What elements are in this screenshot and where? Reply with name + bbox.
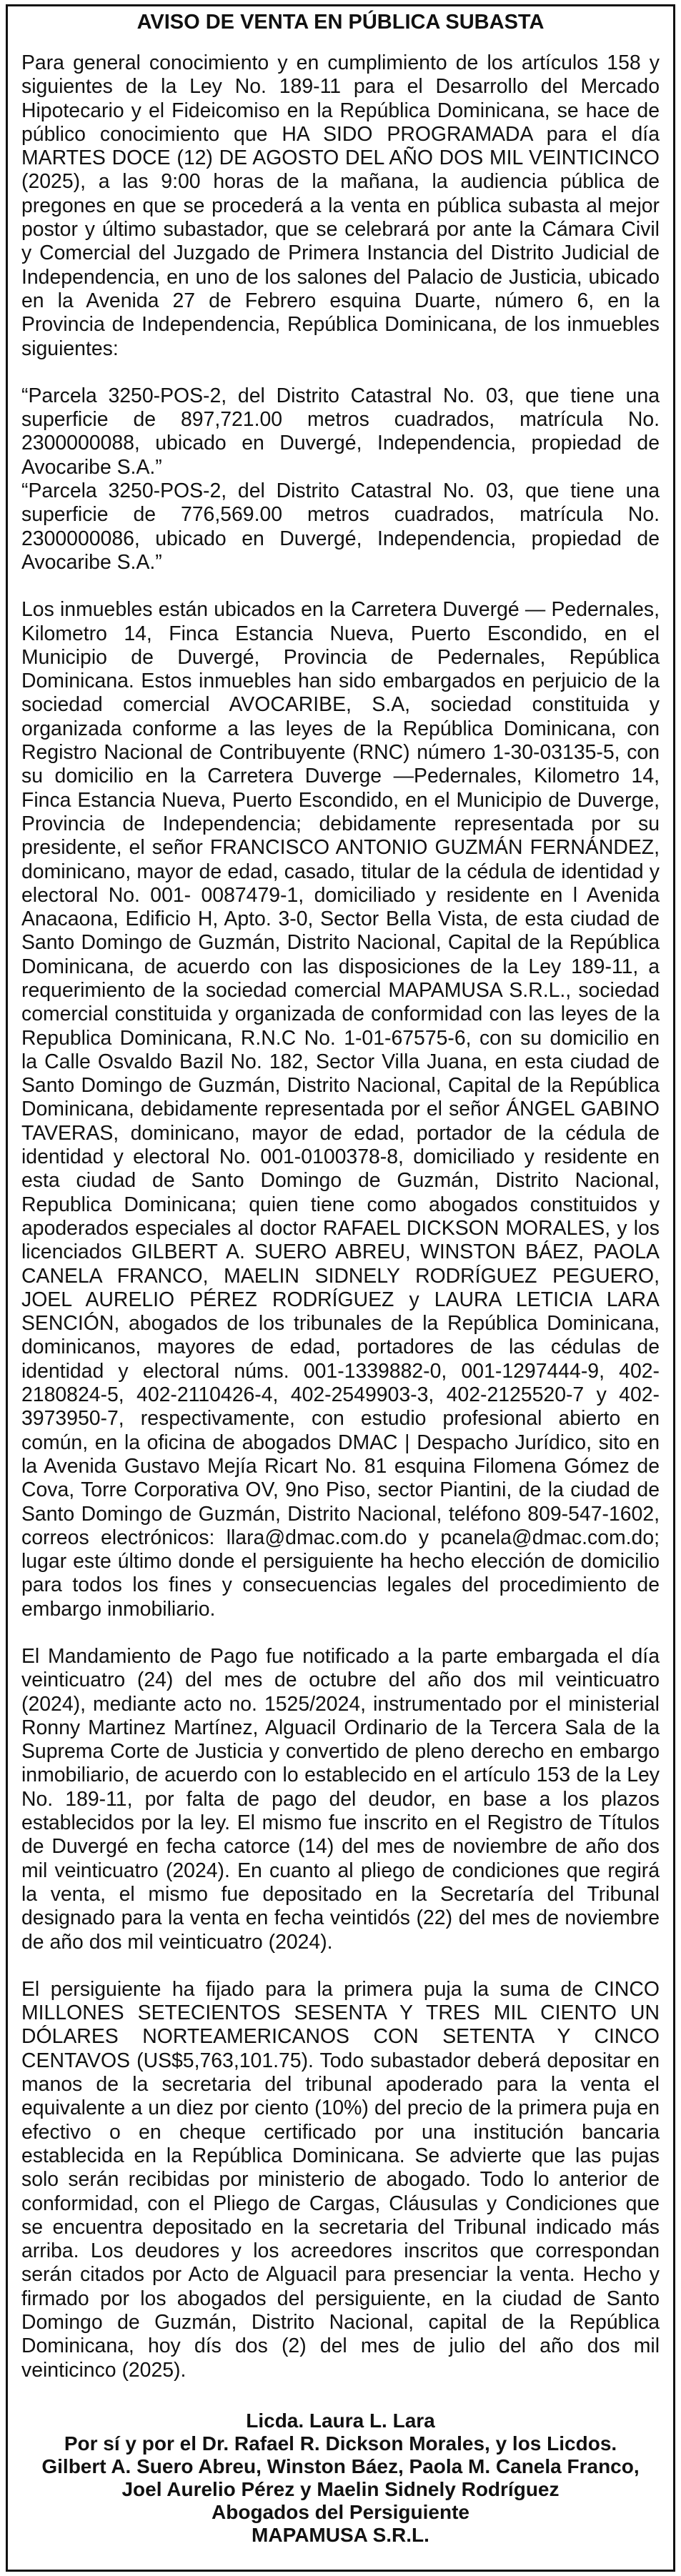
- signature-line: Gilbert A. Suero Abreu, Winston Báez, Paola M. Canela Franco,: [41, 2455, 640, 2477]
- notice-title: AVISO DE VENTA EN PÚBLICA SUBASTA: [136, 11, 545, 34]
- signature-block: [21, 2410, 660, 2547]
- signature-line: Abogados del Persiguiente: [212, 2500, 469, 2523]
- property-2-paragraph: “Parcela 3250-POS-2, del Distrito Catastral No. 03, que tiene una superficie de 776,569.00 metros cuadrados, matrícula No. 2300000086, ubicado en Duvergé, Independencia, propiedad de Avocaribe S.A.”: [21, 479, 660, 574]
- parties-paragraph: Los inmuebles están ubicados en la Carretera Duvergé — Pedernales, Kilometro 14, Finca Estancia Nueva, Puerto Escondido, en el Municipio de Duvergé, Provincia de Pedernales, República Dominicana. Estos inmuebles han sido embargados en perjuicio de la sociedad comercial AVOCARIBE, S.A, sociedad constituida y organizada conforme a las leyes de la República Dominicana, con Registro Nacional de Contribuyente (RNC) número 1-30-03135-5, con su domicilio en la Carretera Duverge —Pedernales, Kilometro 14, Finca Estancia Nueva, Puerto Escondido, en el Municipio de Duverge, Provincia de Independencia; debidamente representada por su presidente, el señor FRANCISCO ANTONIO GUZMÁN FERNÁNDEZ, dominicano, mayor de edad, casado, titular de la cédula de identidad y electoral No. 001- 0087479-1, domiciliado y residente en l Avenida Anacaona, Edificio H, Apto. 3-0, Sector Bella Vista, de esta ciudad de Santo Domingo de Guzmán, Distrito Nacional, Capital de la República Dominicana, de acuerdo con las disposiciones de la Ley 189-11, a requerimiento de la sociedad comercial MAPAMUSA S.R.L., sociedad comercial constituida y organizada de conformidad con las leyes de la Republica Dominicana, R.N.C No. 1-01-67575-6, con su domicilio en la Calle Osvaldo Bazil No. 182, Sector Villa Juana, en esta ciudad de Santo Domingo de Guzmán, Distrito Nacional, Capital de la República Dominicana, debidamente representada por el señor ÁNGEL GABINO TAVERAS, dominicano, mayor de edad, portador de la cédula de identidad y electoral No. 001-0100378-8, domiciliado y residente en esta ciudad de Santo Domingo de Guzmán, Distrito Nacional, Republica Dominicana; quien tiene como abogados constituidos y apoderados especiales al doctor RAFAEL DICKSON MORALES, y los licenciados GILBERT A. SUERO ABREU, WINSTON BÁEZ, PAOLA CANELA FRANCO, MAELIN SIDNELY RODRÍGUEZ PEGUERO, JOEL AURELIO PÉREZ RODRÍGUEZ y LAURA LETICIA LARA SENCIÓN, abogados de los tribunales de la República Dominicana, dominicanos, mayores de edad, portadores de las cédulas de identidad y electoral núms. 001-1339882-0, 001-1297444-9, 402-2180824-5, 402-2110426-4, 402-2549903-3, 402-2125520-7 y 402- 3973950-7, respectivamente, con estudio profesional abierto en común, en la oficina de abogados DMAC | Despacho Jurídico, sito en la Avenida Gustavo Mejía Ricart No. 81 esquina Filomena Gómez de Cova, Torre Corporativa OV, 9no Piso, sector Piantini, de la ciudad de Santo Domingo de Guzmán, Distrito Nacional, teléfono 809-547-1602, correos electrónicos: llara@dmac.com.do y pcanela@dmac.com.do; lugar este último donde el persiguiente ha hecho elección de domicilio para todos los fines y consecuencias legales del procedimiento de embargo inmobiliario.: [21, 598, 660, 1621]
- payment-order-paragraph: El Mandamiento de Pago fue notificado a la parte embargada el día veinticuatro (24) del mes de octubre del año dos mil veinticuatro (2024), mediante acto no. 1525/2024, instrumentado por el ministerial Ronny Martinez Martínez, Alguacil Ordinario de la Tercera Sala de la Suprema Corte de Justicia y convertido de pleno derecho en embargo inmobiliario, de acuerdo con lo establecido en el artículo 153 de la Ley No. 189-11, por falta de pago del deudor, en base a los plazos establecidos por la ley. El mismo fue inscrito en el Registro de Títulos de Duvergé en fecha catorce (14) del mes de noviembre de año dos mil veinticuatro (2024). En cuanto al pliego de condiciones que regirá la venta, el mismo fue depositado en la Secretaría del Tribunal designado para la venta en fecha veintidós (22) del mes de noviembre de año dos mil veinticuatro (2024).: [21, 1645, 660, 1954]
- bid-paragraph: El persiguiente ha fijado para la primera puja la suma de CINCO MILLONES SETECIENTOS SESENTA Y TRES MIL CIENTO UN DÓLARES NORTEAMERICANOS CON SETENTA Y CINCO CENTAVOS (US$5,763,101.75). Todo subastador deberá depositar en manos de la secretaria del tribunal apoderado para la venta el equivalente a un diez por ciento (10%) del precio de la primera puja en efectivo o en cheque certificado por una institución bancaria establecida en la República Dominicana. Se advierte que las pujas solo serán recibidas por ministerio de abogado. Todo lo anterior de conformidad, con el Pliego de Cargas, Cláusulas y Condiciones que se encuentra depositado en la secretaria del Tribunal indicado más arriba. Los deudores y los acreedores inscritos que correspondan serán citados por Acto de Alguacil para presenciar la venta. Hecho y firmado por los abogados del persiguiente, en la ciudad de Santo Domingo de Guzmán, Distrito Nacional, capital de la República Dominicana, hoy dís dos (2) del mes de julio del año dos mil veinticinco (2025).: [21, 1977, 660, 2382]
- signature-line: Licda. Laura L. Lara: [246, 2409, 435, 2432]
- signature-line: Joel Aurelio Pérez y Maelin Sidnely Rodríguez: [121, 2477, 560, 2500]
- signature-line: MAPAMUSA S.R.L.: [252, 2523, 429, 2546]
- signature-line: Por sí y por el Dr. Rafael R. Dickson Morales, y los Licdos.: [64, 2432, 617, 2455]
- notice-body: [21, 10, 660, 2547]
- intro-paragraph: Para general conocimiento y en cumplimiento de los artículos 158 y siguientes de la Ley No. 189-11 para el Desarrollo del Mercado Hipotecario y el Fideicomiso en la República Dominicana, se hace de público conocimiento que HA SIDO PROGRAMADA para el día MARTES DOCE (12) DE AGOSTO DEL AÑO DOS MIL VEINTICINCO (2025), a las 9:00 horas de la mañana, la audiencia pública de pregones en que se procederá a la venta en pública subasta al mejor postor y último subastador, que se celebrará por ante la Cámara Civil y Comercial del Juzgado de Primera Instancia del Distrito Judicial de Independencia, en uno de los salones del Palacio de Justicia, ubicado en la Avenida 27 de Febrero esquina Duarte, número 6, en la Provincia de Independencia, República Dominicana, de los inmuebles siguientes:: [21, 51, 660, 360]
- property-1-paragraph: “Parcela 3250-POS-2, del Distrito Catastral No. 03, que tiene una superficie de 897,721.00 metros cuadrados, matrícula No. 2300000088, ubicado en Duvergé, Independencia, propiedad de Avocaribe S.A.”: [21, 384, 660, 479]
